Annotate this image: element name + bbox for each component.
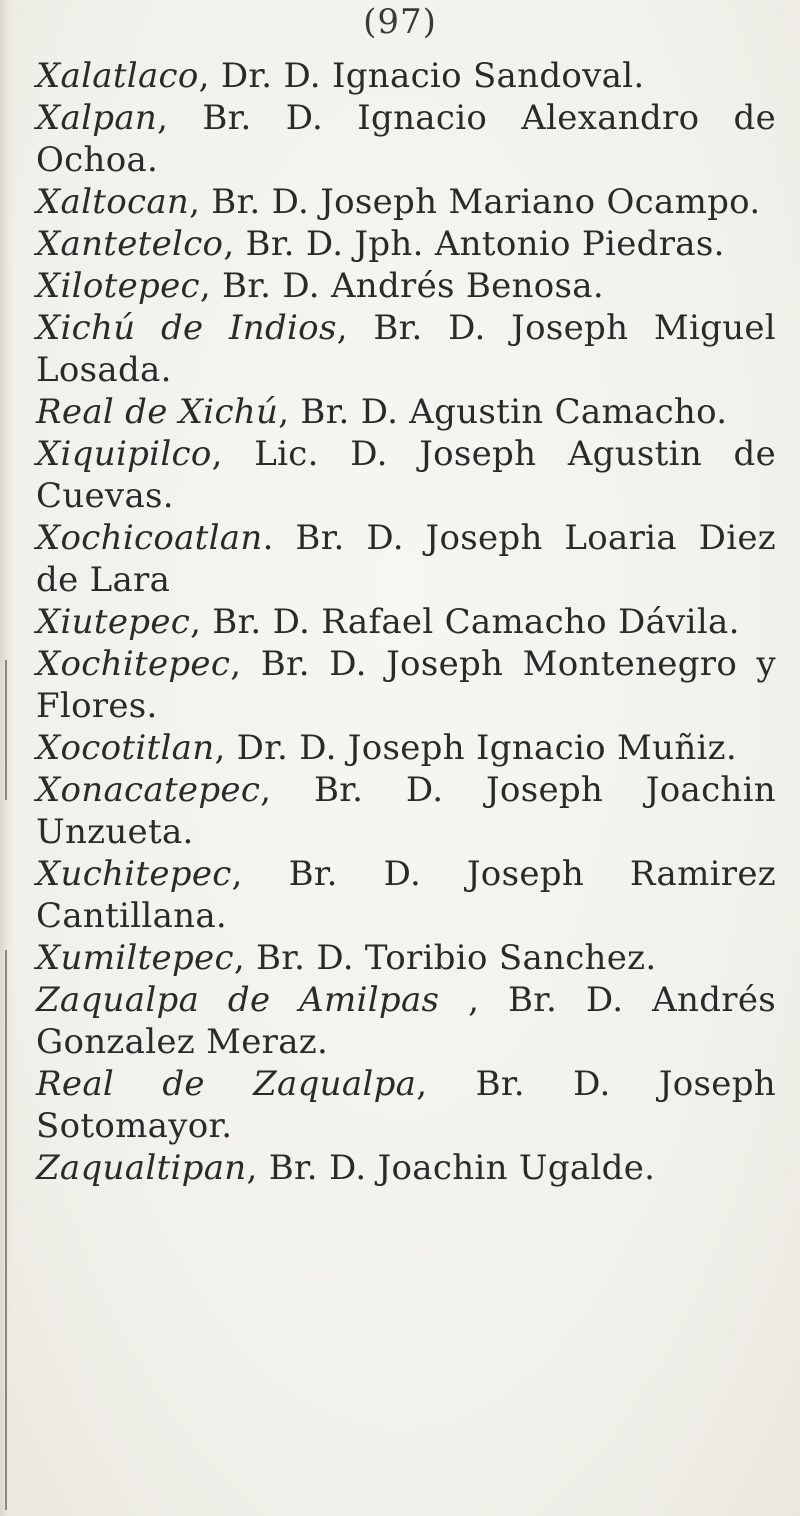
priest-name: , Br. D. Ignacio Alexandro de Ochoa. xyxy=(36,98,776,180)
list-item xyxy=(36,55,776,97)
page-gutter xyxy=(0,0,14,1516)
list-item xyxy=(36,853,776,937)
list-item xyxy=(36,307,776,391)
place-name: Xumiltepec xyxy=(36,938,234,978)
list-item xyxy=(36,1147,776,1189)
list-item xyxy=(36,1063,776,1147)
place-name: Xichú de Indios xyxy=(36,308,337,348)
priest-name: , Br. D. Toribio Sanchez. xyxy=(233,938,657,978)
priest-name: , Br. D. Joseph Miguel Losada. xyxy=(36,308,776,390)
page-number: (97) xyxy=(363,2,437,42)
place-name: Real de Zaqualpa xyxy=(36,1064,417,1104)
place-name: Xantetelco xyxy=(36,224,224,264)
place-name: Xaltocan xyxy=(36,182,190,222)
list-item xyxy=(36,937,776,979)
priest-name: , Dr. D. Joseph Ignacio Muñiz. xyxy=(214,728,738,768)
list-item xyxy=(36,601,776,643)
priest-name: , Br. D. Joachin Ugalde. xyxy=(246,1148,656,1188)
priest-name: , Br. D. Agustin Camacho. xyxy=(278,392,728,432)
priest-name: , Br. D. Andrés Gonzalez Meraz. xyxy=(36,980,776,1062)
place-name: Zaqualtipan xyxy=(36,1148,247,1188)
list-item xyxy=(36,433,776,517)
place-name: Xonacatepec xyxy=(36,770,261,810)
place-name: Xalatlaco xyxy=(36,56,199,96)
place-name: Xalpan xyxy=(36,98,158,138)
place-name: Xilotepec xyxy=(36,266,200,306)
place-name: Xochitepec xyxy=(36,644,231,684)
priest-name: , Br. D. Joseph Sotomayor. xyxy=(36,1064,776,1146)
priest-name: , Br. D. Jph. Antonio Piedras. xyxy=(223,224,725,264)
gutter-shadow-line xyxy=(5,660,7,800)
list-item xyxy=(36,181,776,223)
priest-name: , Br. D. Joseph Ramirez Cantillana. xyxy=(36,854,776,936)
list-item xyxy=(36,223,776,265)
place-name: Real de Xichú xyxy=(36,392,279,432)
list-item xyxy=(36,643,776,727)
place-name: Zaqualpa de Amilpas xyxy=(36,980,440,1020)
list-item xyxy=(36,97,776,181)
list-item xyxy=(36,769,776,853)
priest-name: , Br. D. Joseph Joachin Unzueta. xyxy=(36,770,776,852)
parish-list xyxy=(36,55,776,1189)
place-name: Xiquipilco xyxy=(36,434,212,474)
priest-name: , Lic. D. Joseph Agustin de Cuevas. xyxy=(36,434,776,516)
place-name: Xiutepec xyxy=(36,602,191,642)
priest-name: , Br. D. Joseph Mariano Ocampo. xyxy=(189,182,761,222)
place-name: Xocotitlan xyxy=(36,728,215,768)
priest-name: , Br. D. Rafael Camacho Dávila. xyxy=(190,602,740,642)
list-item xyxy=(36,265,776,307)
list-item xyxy=(36,517,776,601)
gutter-shadow-line xyxy=(5,950,7,1510)
place-name: Xochicoatlan xyxy=(36,518,263,558)
priest-name: . Br. D. Joseph Loaria Diez de Lara xyxy=(36,518,776,600)
priest-name: , Br. D. Andrés Benosa. xyxy=(199,266,604,306)
priest-name: , Dr. D. Ignacio Sandoval. xyxy=(198,56,645,96)
list-item xyxy=(36,727,776,769)
list-item xyxy=(36,391,776,433)
list-item xyxy=(36,979,776,1063)
place-name: Xuchitepec xyxy=(36,854,232,894)
priest-name: , Br. D. Joseph Montenegro y Flores. xyxy=(36,644,776,726)
